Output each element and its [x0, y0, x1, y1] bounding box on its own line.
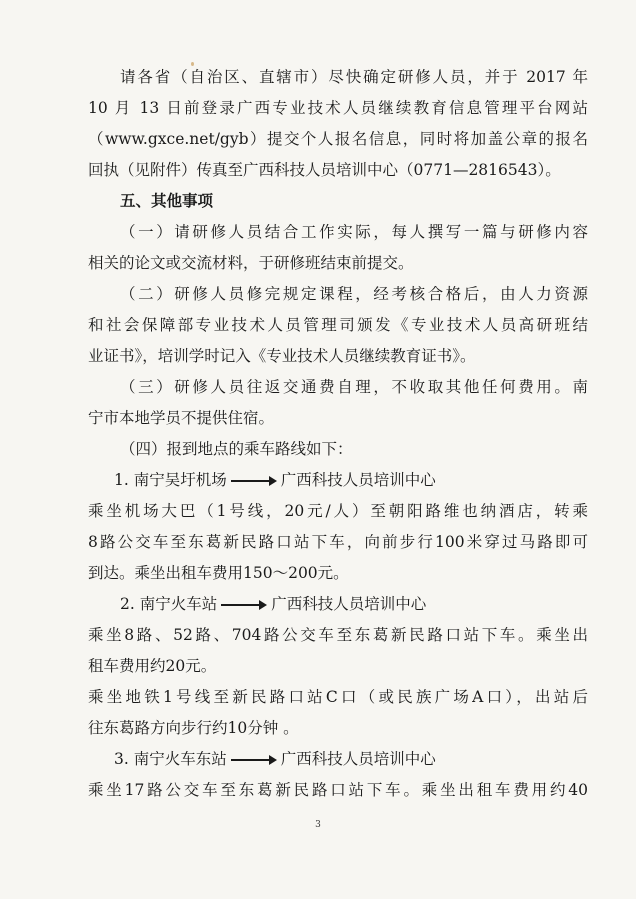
- route-3-destination: 广西科技人员培训中心: [280, 750, 436, 768]
- registration-line-1: 请各省（自治区、直辖市）尽快确定研修人员，并于 2017 年: [120, 68, 588, 86]
- item-3-line-1: （三）研修人员往返交通费自理，不收取其他任何费用。南: [120, 378, 588, 396]
- route-2-line-4: 往东葛路方向步行约10分钟 。: [88, 719, 299, 737]
- item-1-line-1: （一）请研修人员结合工作实际，每人撰写一篇与研修内容: [120, 223, 588, 241]
- item-2-line-2: 和社会保障部专业技术人员管理司颁发《专业技术人员高研班结: [88, 316, 588, 334]
- item-1-line-2: 相关的论文或交流材料，于研修班结束前提交。: [88, 254, 414, 272]
- route-2-origin: 2. 南宁火车站: [120, 595, 218, 613]
- right-arrow-icon: [221, 600, 267, 610]
- route-2-line-1: 乘坐8路、52路、704路公交车至东葛新民路口站下车。乘坐出: [88, 626, 588, 644]
- route-1-header: [88, 465, 588, 496]
- route-2-destination: 广西科技人员培训中心: [271, 595, 427, 613]
- registration-line-3: （www.gxce.net/gyb）提交个人报名信息，同时将加盖公章的报名: [88, 130, 588, 148]
- route-1-line-2: 8路公交车至东葛新民路口站下车，向前步行100米穿过马路即可: [88, 533, 588, 551]
- route-2-line-3: 乘坐地铁1号线至新民路口站C口（或民族广场A口），出站后: [88, 688, 588, 706]
- registration-line-4: 回执（见附件）传真至广西科技人员培训中心（0771—2816543）。: [88, 161, 561, 179]
- item-2-line-3: 业证书》，培训学时记入《专业技术人员继续教育证书》。: [88, 347, 476, 365]
- section-five-title: 五、其他事项: [120, 192, 214, 210]
- route-1-destination: 广西科技人员培训中心: [280, 471, 436, 489]
- document-body: [88, 62, 588, 806]
- route-1-line-3: 到达。乘坐出租车费用150～200元。: [88, 564, 349, 582]
- route-1-line-1: 乘坐机场大巴（1号线，20元/人）至朝阳路维也纳酒店，转乘: [88, 502, 588, 520]
- route-2-header: [88, 589, 588, 620]
- route-3-line-1: 乘坐17路公交车至东葛新民路口站下车。乘坐出租车费用约40: [88, 781, 588, 799]
- right-arrow-icon: [231, 755, 277, 765]
- item-2-line-1: （二）研修人员修完规定课程，经考核合格后，由人力资源: [120, 285, 588, 303]
- route-1-origin: 1. 南宁吴圩机场: [114, 471, 227, 489]
- route-3-header: [88, 744, 588, 775]
- item-3-line-2: 宁市本地学员不提供住宿。: [88, 409, 275, 427]
- route-2-line-2: 租车费用约20元。: [88, 657, 217, 675]
- route-3-origin: 3. 南宁火车东站: [114, 750, 227, 768]
- right-arrow-icon: [231, 476, 277, 486]
- item-4-line-1: （四）报到地点的乘车路线如下：: [120, 440, 353, 458]
- registration-line-2: 10 月 13 日前登录广西专业技术人员继续教育信息管理平台网站: [88, 99, 588, 117]
- page-number: 3: [315, 820, 321, 830]
